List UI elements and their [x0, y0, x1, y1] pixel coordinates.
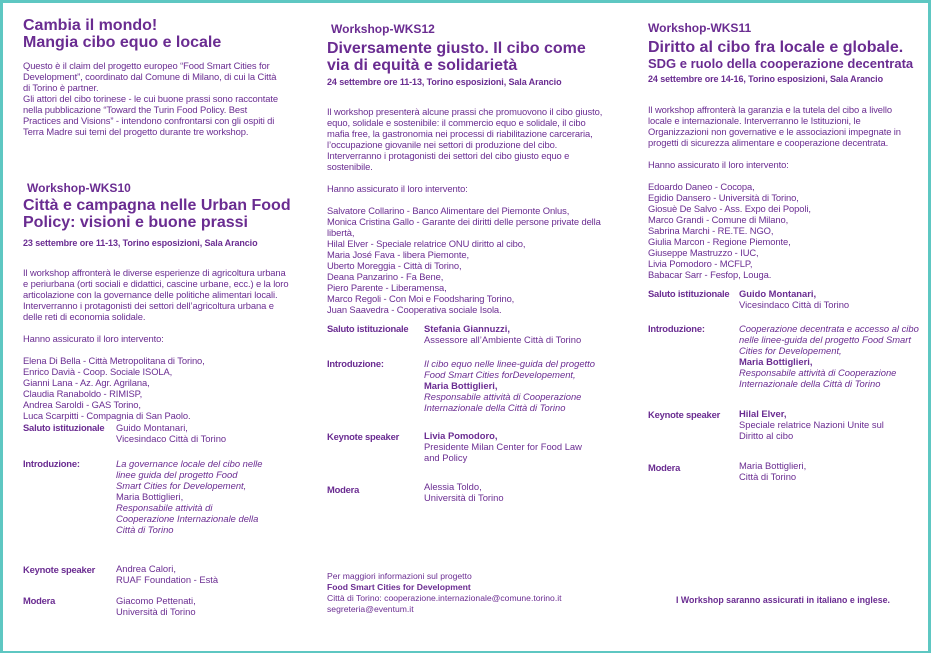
- modera-name: Giacomo Pettenati,: [116, 595, 196, 606]
- workshop-description: [648, 93, 903, 291]
- introduzione-label: Introduzione:: [327, 358, 384, 369]
- saluto-name: Guido Montanari,: [116, 422, 188, 433]
- workshop-code: Workshop-WKS12: [331, 22, 435, 36]
- introduzione-value: [116, 458, 264, 535]
- introduzione-topic: Il cibo equo nelle linee-guida del progetto Food Smart Cities forDevelopement,: [424, 358, 595, 380]
- intro-title-line2: Mangia cibo equo e locale: [23, 34, 222, 51]
- workshop-date: 24 settembre ore 11-13, Torino esposizioni, Sala Arancio: [327, 77, 562, 87]
- keynote-role: Presidente Milan Center for Food Law and Policy: [424, 441, 582, 463]
- keynote-name: Livia Pomodoro,: [424, 430, 498, 441]
- keynote-name: Hilal Elver,: [739, 408, 787, 419]
- keynote-label: Keynote speaker: [327, 431, 400, 442]
- speakers-list: Salvatore Collarino - Banco Alimentare del Piemonte Onlus, Monica Cristina Gallo - Garante dei diritti delle persone private della libertà, Hilal Elver - Speciale relatrice ONU diritto al cibo, Maria José Fava - libera Piemonte, Uberto Moreggia - Città di Torino, Deana Panzarino - Fa Bene, Piero Parente - Liberamensa, Marco Regoli - Con Moi e Foodsharing Torino, Juan Saavedra - Cooperativa sociale Isola.: [327, 205, 601, 315]
- introduzione-role: Responsabile attività di Cooperazione Internazionale della Città di Torino: [739, 367, 897, 389]
- introduzione-topic: La governance locale del cibo nelle linee guida del progetto Food Smart Cities for Developement,: [116, 458, 263, 491]
- footer-line1: Per maggiori informazioni sul progetto: [327, 571, 472, 581]
- keynote-name: Andrea Calori,: [116, 563, 176, 574]
- modera-name: Alessia Toldo,: [424, 481, 482, 492]
- intro-title-line1: Cambia il mondo!: [23, 17, 158, 34]
- speakers-list: Elena Di Bella - Città Metropolitana di Torino, Enrico Davià - Coop. Sociale ISOLA, Gianni Lana - Az. Agr. Agrilana, Claudia Ranaboldo - RIMISP, Andrea Saroldi - GAS Torino, Luca Scarpitti - Compagnia di San Paolo.: [23, 355, 205, 421]
- introduzione-label: Introduzione:: [23, 458, 80, 469]
- introduzione-role: Responsabile attività di Cooperazione Internazionale della Città di Torino: [424, 391, 582, 413]
- description-text: Il workshop presenterà alcune prassi che promuovono il cibo giusto, equo, solidale e sostenibile: il commercio equo e solidale, il cibo mafia free, la gastronomia nei processi di riabilitazione carceraria, l’occupazione giovanile nei settori di produzione del cibo. Interverranno i protagonisti dei settori del cibo giusto equo e sostenibile.: [327, 106, 603, 172]
- language-note: I Workshop saranno assicurati in italiano e inglese.: [676, 595, 890, 605]
- saluto-role: Assessore all’Ambiente Città di Torino: [424, 334, 582, 345]
- brochure-sheet: [3, 3, 928, 651]
- introduzione-role: Responsabile attività di Cooperazione Internazionale della Città di Torino: [116, 502, 259, 535]
- workshop-code: Workshop-WKS11: [648, 21, 752, 35]
- modera-value: [739, 460, 909, 482]
- workshop-subtitle: SDG e ruolo della cooperazione decentrata: [648, 56, 914, 71]
- keynote-value: [116, 563, 286, 585]
- speakers-intro: Hanno assicurato il loro intervento:: [23, 333, 164, 344]
- introduzione-value: [739, 323, 919, 389]
- introduzione-label: Introduzione:: [648, 323, 705, 334]
- footer-email-city: Città di Torino: cooperazione.internazionale@comune.torino.it: [327, 593, 562, 603]
- workshop-title: Città e campagna nelle Urban Food Policy: visioni e buone prassi: [23, 197, 291, 231]
- saluto-value: [116, 422, 286, 444]
- modera-label: Modera: [648, 462, 681, 473]
- workshop-title: Diversamente giusto. Il cibo come via di equità e solidarietà: [327, 40, 586, 74]
- modera-value: [116, 595, 286, 617]
- keynote-value: [739, 408, 899, 441]
- workshop-code: Workshop-WKS10: [27, 181, 131, 195]
- saluto-label: Saluto istituzionale: [327, 323, 409, 334]
- saluto-name: Guido Montanari,: [739, 288, 817, 299]
- keynote-role: RUAF Foundation - Està: [116, 574, 219, 585]
- modera-role: Università di Torino: [424, 492, 504, 503]
- keynote-role: Speciale relatrice Nazioni Unite sul Diritto al cibo: [739, 419, 884, 441]
- modera-label: Modera: [327, 484, 360, 495]
- modera-role: Università di Torino: [116, 606, 196, 617]
- workshop-date: 23 settembre ore 11-13, Torino esposizioni, Sala Arancio: [23, 238, 258, 248]
- workshop-description: [327, 95, 605, 326]
- saluto-value: [424, 323, 609, 345]
- introduzione-name: Maria Bottiglieri,: [739, 356, 813, 367]
- saluto-label: Saluto istituzionale: [23, 422, 105, 433]
- modera-label: Modera: [23, 595, 56, 606]
- introduzione-name: Maria Bottiglieri,: [424, 380, 498, 391]
- speakers-intro: Hanno assicurato il loro intervento:: [648, 159, 789, 170]
- speakers-list: Edoardo Daneo - Cocopa, Egidio Dansero - Università di Torino, Giosuè De Salvo - Ass. Expo dei Popoli, Marco Grandi - Comune di Milano, Sabrina Marchi - RE.TE. NGO, Giulia Marcon - Regione Piemonte, Giuseppe Mastruzzo - IUC, Livia Pomodoro - MCFLP, Babacar Sarr - Fesfop, Louga.: [648, 181, 811, 280]
- keynote-label: Keynote speaker: [23, 564, 96, 575]
- introduzione-name: Maria Bottiglieri,: [116, 491, 184, 502]
- footer-email-eventum: segreteria@eventum.it: [327, 604, 414, 614]
- modera-name: Maria Bottiglieri,: [739, 460, 807, 471]
- saluto-value: [739, 288, 919, 310]
- intro-text: Questo è il claim del progetto europeo “Food Smart Cities for Development”, coordinato dal Comune di Milano, di cui la Città di Torino è partner. Gli attori del cibo torinese - le cui buone prassi sono raccontate nella pubblicazione “Toward the Turin Food Policy. Best Practices and Visions” - intendono confrontarsi con gli ospiti di Terra Madre sui temi del progetto durante tre workshop.: [23, 60, 278, 137]
- footer-info: [327, 571, 627, 615]
- speakers-intro: Hanno assicurato il loro intervento:: [327, 183, 468, 194]
- introduzione-topic: Cooperazione decentrata e accesso al cibo nelle linee-guida del progetto Food Smart Cities for Developement,: [739, 323, 919, 356]
- saluto-role: Vicesindaco Città di Torino: [739, 299, 850, 310]
- footer-project: Food Smart Cities for Development: [327, 582, 471, 592]
- saluto-label: Saluto istituzionale: [648, 288, 730, 299]
- saluto-name: Stefania Giannuzzi,: [424, 323, 510, 334]
- modera-value: [424, 481, 594, 503]
- keynote-label: Keynote speaker: [648, 409, 721, 420]
- description-text: Il workshop affronterà la garanzia e la tutela del cibo a livello locale e internazionale. Interverranno le Istituzioni, le Organizzazioni non governative e le associazioni impegnate in progetti di sicurezza alimentare e cooperazione decentrata.: [648, 104, 901, 148]
- keynote-value: [424, 430, 594, 463]
- description-text: Il workshop affronterà le diverse esperienze di agricoltura urbana e periurbana (orti sociali e didattici, cascine urbane, ecc.) e la loro articolazione con la governance delle politiche alimentari locali. Interverranno i protagonisti dei settori dell’agricoltura urbana e delle reti di economia solidale.: [23, 267, 289, 322]
- workshop-description: [23, 256, 293, 432]
- introduzione-value: [424, 358, 604, 413]
- workshop-title: Diritto al cibo fra locale e globale.: [648, 39, 904, 56]
- workshop-date: 24 settembre ore 14-16, Torino esposizioni, Sala Arancio: [648, 74, 883, 84]
- saluto-role: Vicesindaco Città di Torino: [116, 433, 227, 444]
- modera-role: Città di Torino: [739, 471, 797, 482]
